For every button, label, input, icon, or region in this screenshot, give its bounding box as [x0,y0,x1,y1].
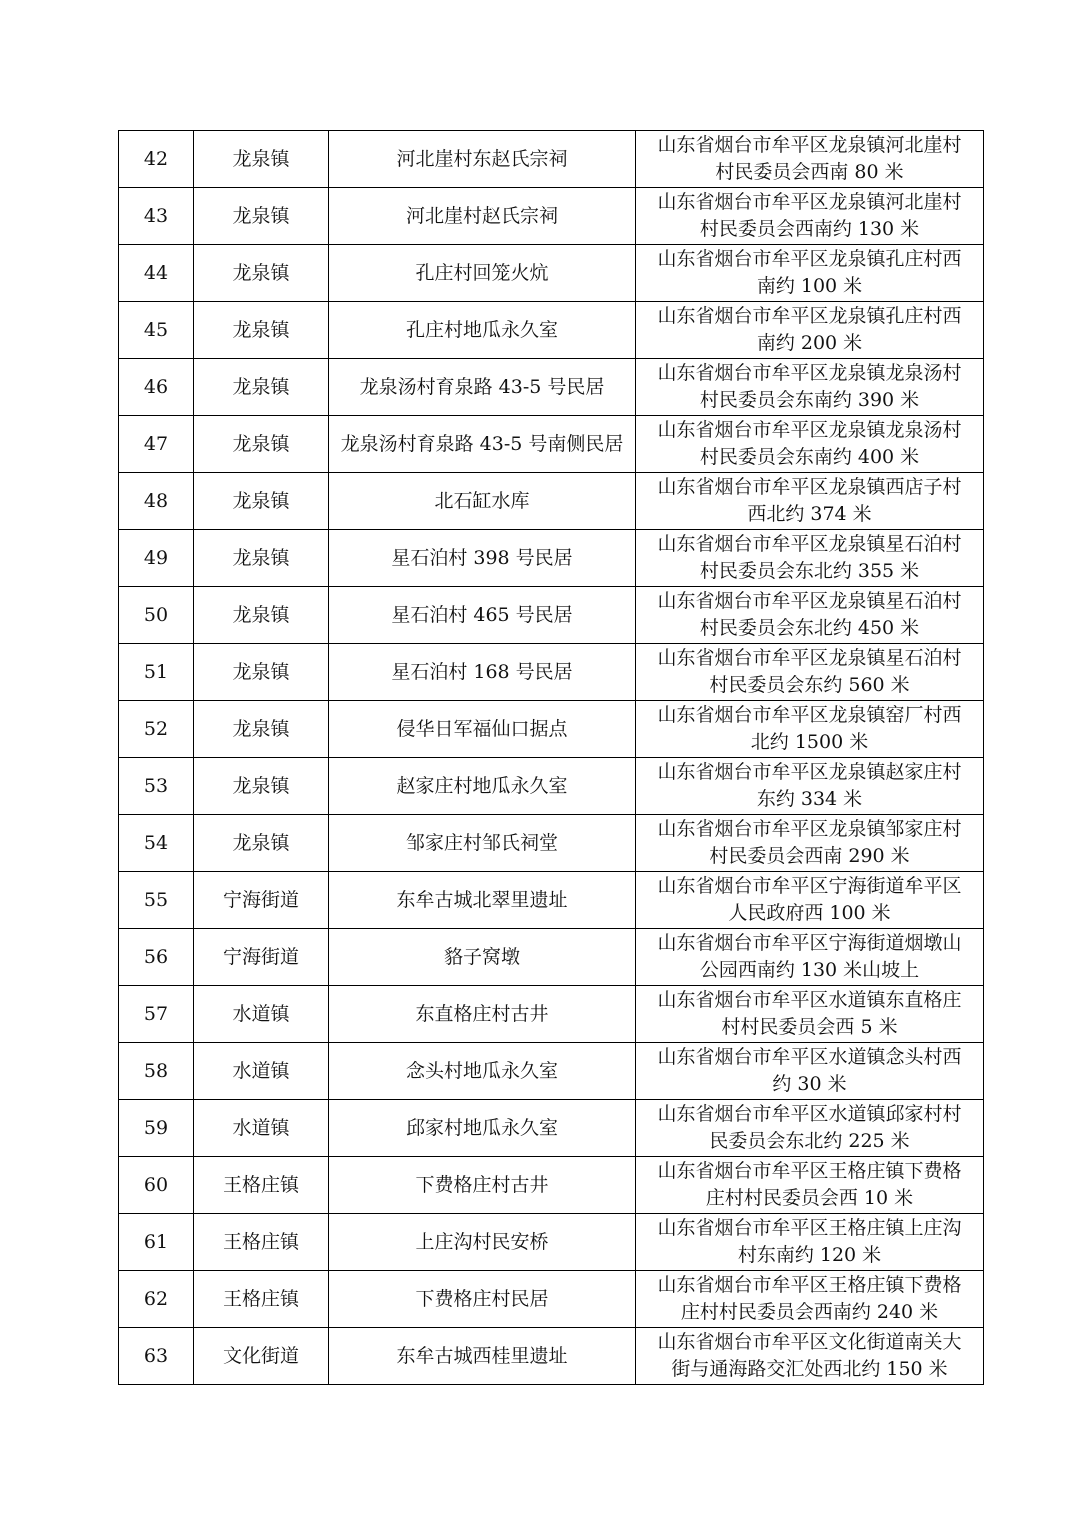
location-line-2: 村民委员会东南约 390 米 [699,389,920,411]
location-cell [636,1271,984,1328]
location-line-1: 山东省烟台市牟平区水道镇念头村西 [657,1045,962,1068]
location-line-2: 庄村村民委员会西南约 240 米 [680,1301,939,1323]
location-cell [636,815,984,872]
table-row [119,416,984,473]
table-row [119,815,984,872]
site-name-cell: 貉子窝墩 [329,929,636,986]
location-line-2: 村民委员会西南 290 米 [709,845,910,867]
township-cell: 龙泉镇 [194,758,329,815]
location-line-1: 山东省烟台市牟平区龙泉镇河北崖村 [657,190,962,213]
site-name-cell: 东牟古城西桂里遗址 [329,1328,636,1385]
location-line-2: 约 30 米 [772,1073,847,1095]
row-number: 62 [119,1271,194,1328]
table-row [119,1157,984,1214]
table-row [119,929,984,986]
township-cell: 龙泉镇 [194,245,329,302]
site-name-cell: 下费格庄村古井 [329,1157,636,1214]
row-number: 52 [119,701,194,758]
location-line-1: 山东省烟台市牟平区龙泉镇西店子村 [657,475,962,498]
location-line-2: 村民委员会西南约 130 米 [699,218,920,240]
table-row [119,473,984,530]
location-line-1: 山东省烟台市牟平区龙泉镇河北崖村 [657,133,962,156]
location-cell [636,530,984,587]
location-line-1: 山东省烟台市牟平区文化街道南关大 [657,1330,962,1353]
site-name-cell: 星石泊村 465 号民居 [329,587,636,644]
location-line-1: 山东省烟台市牟平区龙泉镇龙泉汤村 [657,418,962,441]
location-line-2: 村村民委员会西 5 米 [721,1016,898,1038]
location-line-2: 民委员会东北约 225 米 [709,1130,910,1152]
location-line-1: 山东省烟台市牟平区水道镇邱家村村 [657,1102,962,1125]
township-cell: 文化街道 [194,1328,329,1385]
row-number: 50 [119,587,194,644]
row-number: 63 [119,1328,194,1385]
location-cell [636,1157,984,1214]
table-row [119,758,984,815]
township-cell: 龙泉镇 [194,188,329,245]
table-row [119,644,984,701]
location-cell [636,1328,984,1385]
site-name-cell: 孔庄村地瓜永久室 [329,302,636,359]
table-row [119,359,984,416]
township-cell: 水道镇 [194,986,329,1043]
row-number: 55 [119,872,194,929]
location-cell [636,188,984,245]
township-cell: 龙泉镇 [194,530,329,587]
township-cell: 龙泉镇 [194,587,329,644]
site-name-cell: 星石泊村 398 号民居 [329,530,636,587]
township-cell: 龙泉镇 [194,701,329,758]
site-name-cell: 念头村地瓜永久室 [329,1043,636,1100]
site-name-cell: 龙泉汤村育泉路 43-5 号民居 [329,359,636,416]
table-row [119,701,984,758]
row-number: 42 [119,131,194,188]
location-cell [636,302,984,359]
location-line-2: 村民委员会东约 560 米 [709,674,910,696]
location-line-2: 街与通海路交汇处西北约 150 米 [671,1358,948,1380]
table-row [119,872,984,929]
location-line-2: 村民委员会西南 80 米 [715,161,904,183]
row-number: 60 [119,1157,194,1214]
site-name-cell: 侵华日军福仙口据点 [329,701,636,758]
location-line-1: 山东省烟台市牟平区龙泉镇窑厂村西 [657,703,962,726]
location-cell [636,245,984,302]
table-row [119,188,984,245]
heritage-sites-table [118,130,984,1385]
location-line-2: 西北约 374 米 [747,503,872,525]
location-line-1: 山东省烟台市牟平区水道镇东直格庄 [657,988,962,1011]
site-name-cell: 星石泊村 168 号民居 [329,644,636,701]
location-line-1: 山东省烟台市牟平区龙泉镇星石泊村 [657,646,962,669]
table-row [119,530,984,587]
township-cell: 龙泉镇 [194,644,329,701]
row-number: 48 [119,473,194,530]
site-name-cell: 孔庄村回笼火炕 [329,245,636,302]
township-cell: 水道镇 [194,1043,329,1100]
table-row [119,302,984,359]
location-line-1: 山东省烟台市牟平区龙泉镇星石泊村 [657,532,962,555]
location-line-2: 公园西南约 130 米山坡上 [699,959,920,981]
row-number: 54 [119,815,194,872]
location-line-1: 山东省烟台市牟平区龙泉镇孔庄村西 [657,247,962,270]
row-number: 49 [119,530,194,587]
location-cell [636,1214,984,1271]
township-cell: 龙泉镇 [194,359,329,416]
location-line-1: 山东省烟台市牟平区龙泉镇龙泉汤村 [657,361,962,384]
location-cell [636,359,984,416]
location-line-2: 南约 200 米 [756,332,863,354]
location-line-1: 山东省烟台市牟平区龙泉镇邹家庄村 [657,817,962,840]
table-row [119,1271,984,1328]
location-line-1: 山东省烟台市牟平区宁海街道烟墩山 [657,931,962,954]
site-name-cell: 河北崖村东赵氏宗祠 [329,131,636,188]
location-line-2: 村民委员会东北约 355 米 [699,560,920,582]
row-number: 47 [119,416,194,473]
row-number: 57 [119,986,194,1043]
location-line-2: 庄村村民委员会西 10 米 [705,1187,914,1209]
table-row [119,1043,984,1100]
location-line-1: 山东省烟台市牟平区王格庄镇下费格 [657,1159,962,1182]
township-cell: 水道镇 [194,1100,329,1157]
township-cell: 王格庄镇 [194,1157,329,1214]
township-cell: 宁海街道 [194,872,329,929]
location-line-2: 村民委员会东南约 400 米 [699,446,920,468]
row-number: 58 [119,1043,194,1100]
table-row [119,1214,984,1271]
location-cell [636,587,984,644]
township-cell: 龙泉镇 [194,473,329,530]
location-line-2: 村民委员会东北约 450 米 [699,617,920,639]
township-cell: 龙泉镇 [194,302,329,359]
table-row [119,986,984,1043]
table-body [119,131,984,1385]
row-number: 46 [119,359,194,416]
location-line-2: 人民政府西 100 米 [728,902,891,924]
location-line-1: 山东省烟台市牟平区龙泉镇孔庄村西 [657,304,962,327]
township-cell: 王格庄镇 [194,1271,329,1328]
site-name-cell: 邱家村地瓜永久室 [329,1100,636,1157]
row-number: 59 [119,1100,194,1157]
row-number: 61 [119,1214,194,1271]
township-cell: 宁海街道 [194,929,329,986]
table-row [119,1328,984,1385]
location-line-1: 山东省烟台市牟平区龙泉镇星石泊村 [657,589,962,612]
location-cell [636,986,984,1043]
site-name-cell: 北石缸水库 [329,473,636,530]
location-line-2: 北约 1500 米 [750,731,869,753]
site-name-cell: 赵家庄村地瓜永久室 [329,758,636,815]
site-name-cell: 东牟古城北翠里遗址 [329,872,636,929]
table-row [119,587,984,644]
location-line-1: 山东省烟台市牟平区王格庄镇上庄沟 [657,1216,962,1239]
location-cell [636,416,984,473]
location-cell [636,1043,984,1100]
row-number: 45 [119,302,194,359]
location-cell [636,473,984,530]
site-name-cell: 龙泉汤村育泉路 43-5 号南侧民居 [329,416,636,473]
location-line-2: 南约 100 米 [756,275,863,297]
location-line-1: 山东省烟台市牟平区龙泉镇赵家庄村 [657,760,962,783]
site-name-cell: 河北崖村赵氏宗祠 [329,188,636,245]
table-row [119,1100,984,1157]
row-number: 53 [119,758,194,815]
location-line-2: 东约 334 米 [756,788,863,810]
location-line-1: 山东省烟台市牟平区宁海街道牟平区 [657,874,962,897]
township-cell: 龙泉镇 [194,131,329,188]
site-name-cell: 下费格庄村民居 [329,1271,636,1328]
location-cell [636,131,984,188]
site-name-cell: 东直格庄村古井 [329,986,636,1043]
table-row [119,131,984,188]
site-name-cell: 邹家庄村邹氏祠堂 [329,815,636,872]
location-line-1: 山东省烟台市牟平区王格庄镇下费格 [657,1273,962,1296]
table-row [119,245,984,302]
location-cell [636,1100,984,1157]
row-number: 44 [119,245,194,302]
location-cell [636,929,984,986]
row-number: 43 [119,188,194,245]
site-name-cell: 上庄沟村民安桥 [329,1214,636,1271]
row-number: 56 [119,929,194,986]
township-cell: 龙泉镇 [194,815,329,872]
location-cell [636,758,984,815]
township-cell: 王格庄镇 [194,1214,329,1271]
location-cell [636,644,984,701]
row-number: 51 [119,644,194,701]
location-cell [636,701,984,758]
location-cell [636,872,984,929]
location-line-2: 村东南约 120 米 [737,1244,882,1266]
township-cell: 龙泉镇 [194,416,329,473]
